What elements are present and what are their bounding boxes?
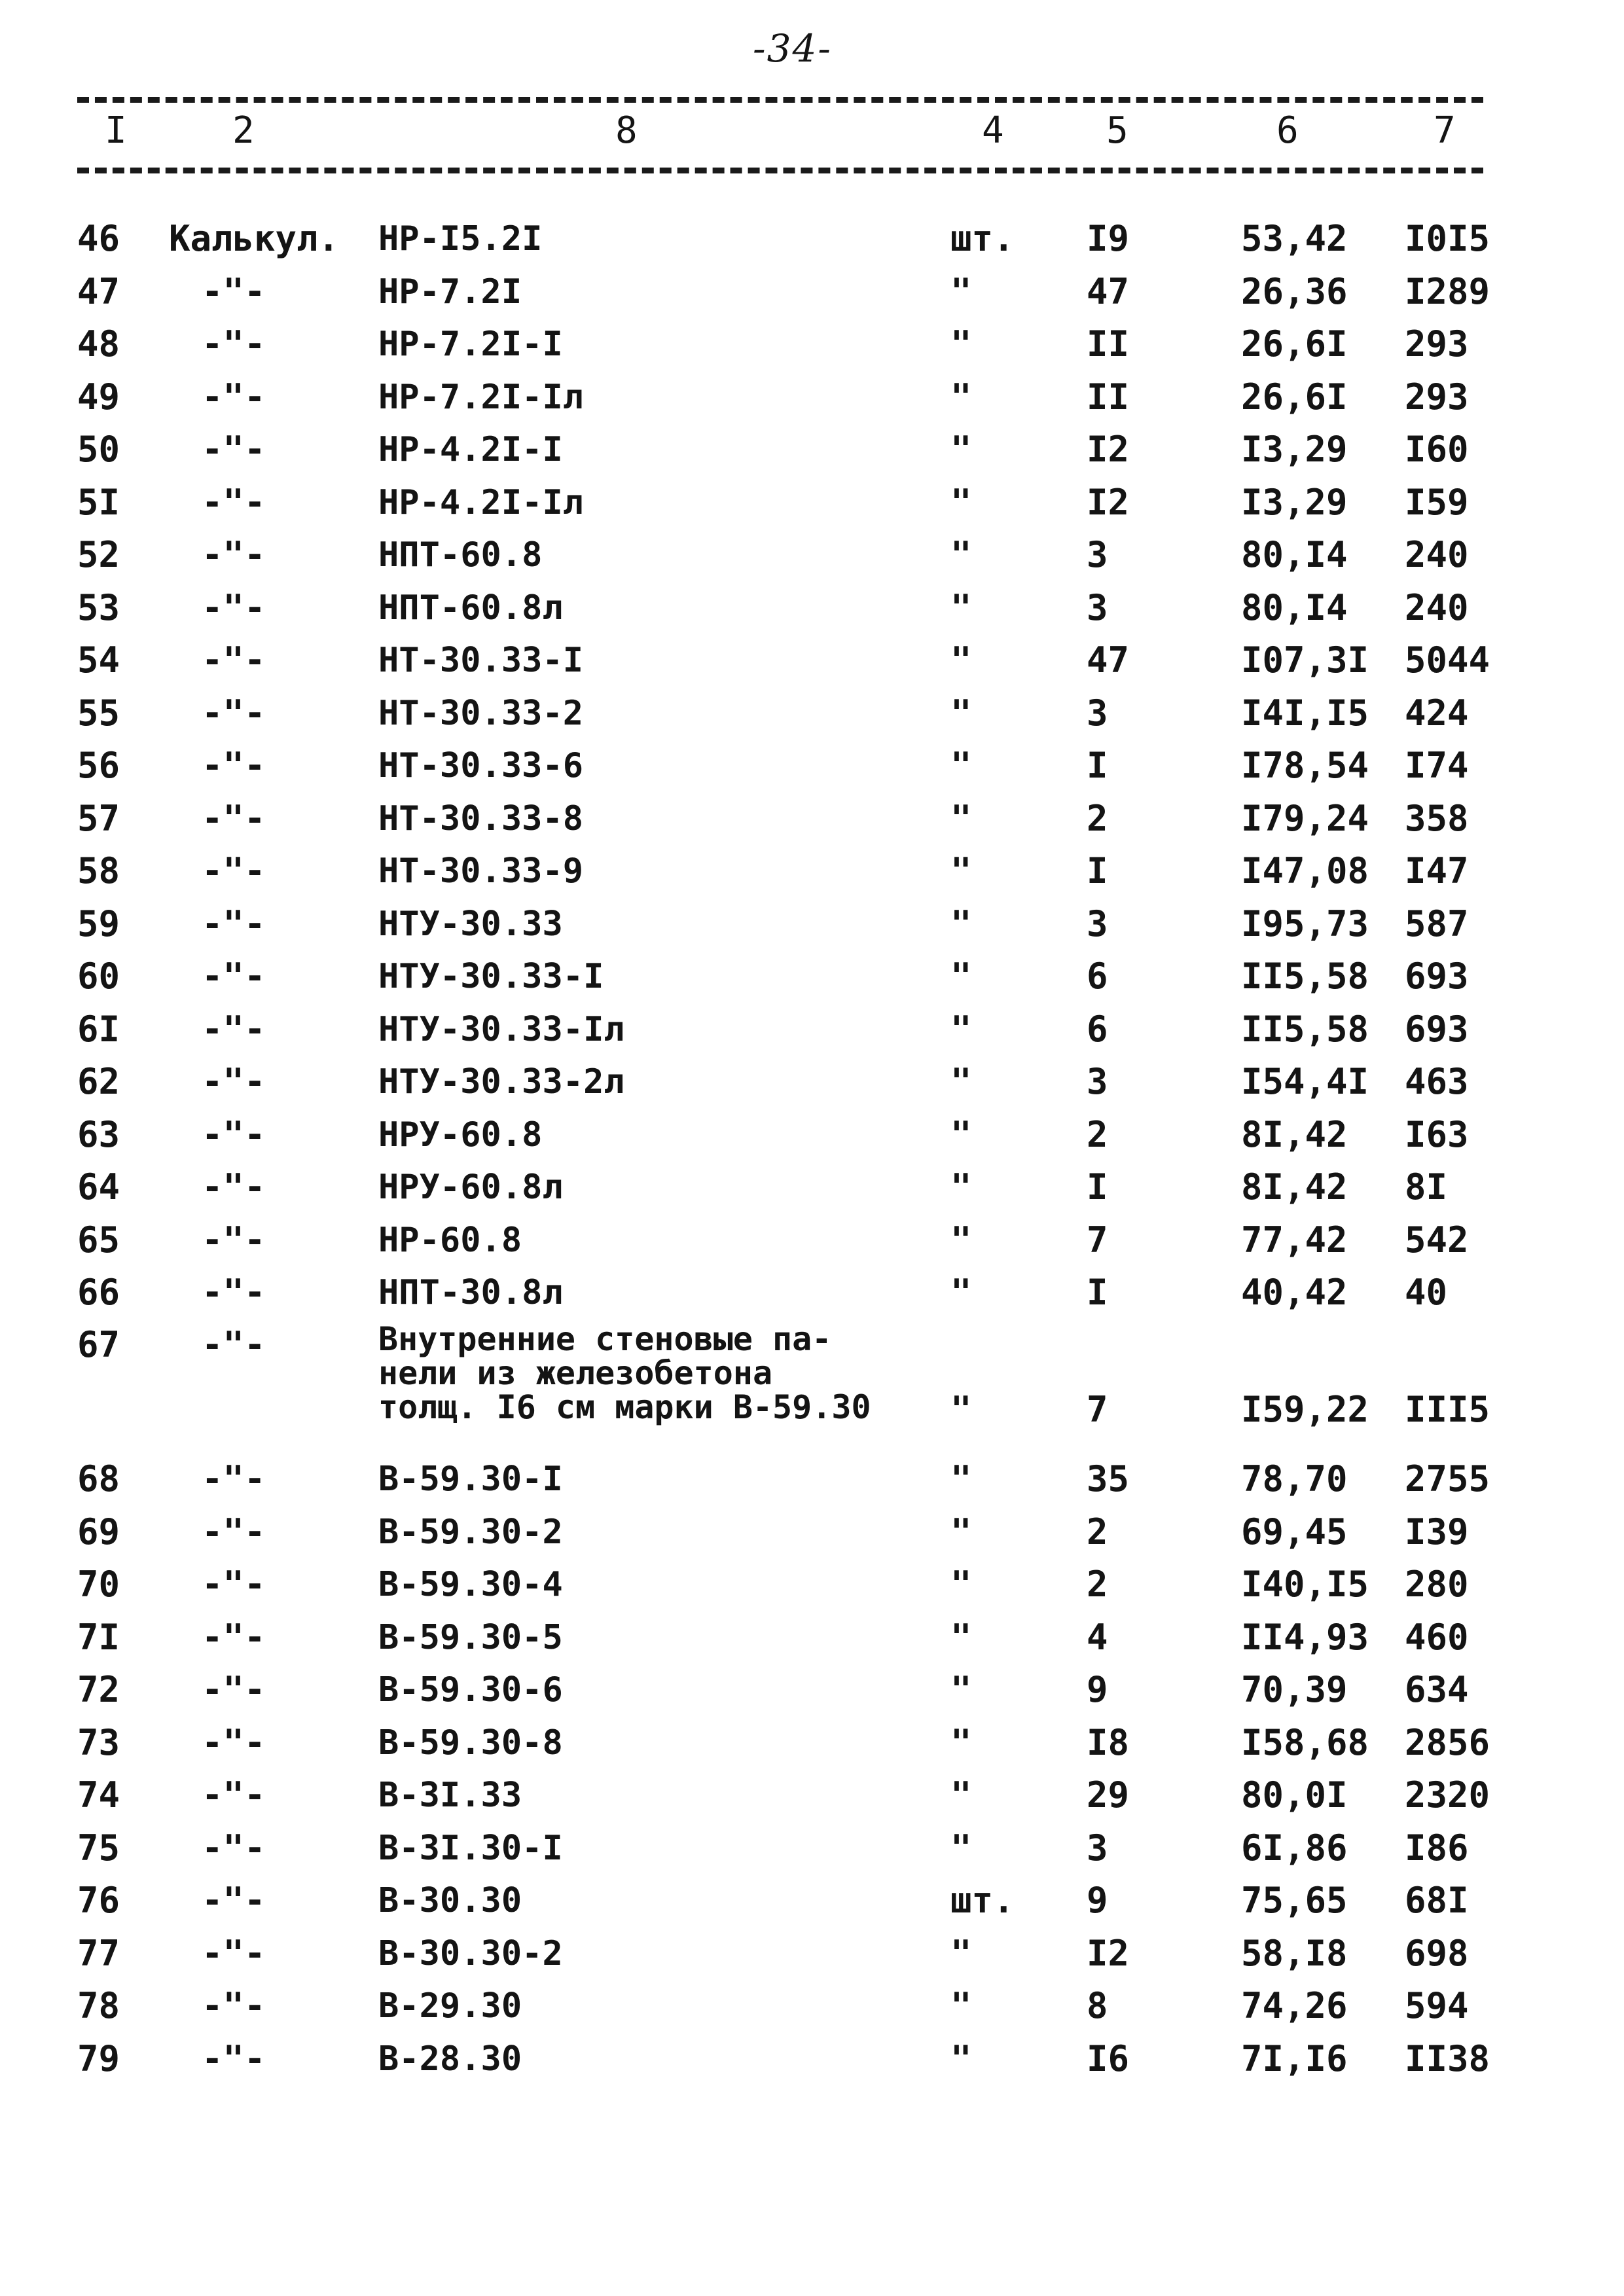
header-bottom-rule xyxy=(77,168,1483,173)
row-total: 587 xyxy=(1405,903,1469,944)
row-total: 280 xyxy=(1405,1564,1469,1605)
row-price: I79,24 xyxy=(1241,797,1369,839)
row-price: 77,42 xyxy=(1241,1219,1348,1261)
row-total: I63 xyxy=(1405,1113,1469,1155)
row-unit: " xyxy=(950,2037,972,2079)
row-number: 60 xyxy=(77,956,120,997)
row-source: -"- xyxy=(202,956,266,997)
row-total: I59 xyxy=(1405,481,1469,523)
row-mark: НПТ-60.8 xyxy=(378,535,543,575)
row-source: -"- xyxy=(202,1061,266,1102)
row-unit: " xyxy=(950,745,972,786)
row-total: I39 xyxy=(1405,1511,1469,1552)
row-qty: 9 xyxy=(1087,1880,1108,1921)
table-row xyxy=(0,585,1624,637)
row-total: 542 xyxy=(1405,1219,1469,1261)
row-unit: " xyxy=(950,850,972,891)
table-row xyxy=(0,1112,1624,1164)
row-number: 68 xyxy=(77,1458,120,1499)
table-row xyxy=(0,691,1624,743)
row-price: I3,29 xyxy=(1241,481,1348,523)
table-row xyxy=(0,480,1624,532)
row-mark: НРУ-60.8л xyxy=(378,1168,563,1207)
row-total: 2755 xyxy=(1405,1458,1490,1499)
row-mark: В-28.30 xyxy=(378,2039,522,2079)
row-unit: " xyxy=(950,1458,972,1499)
row-price: 70,39 xyxy=(1241,1669,1348,1710)
row-qty: 3 xyxy=(1087,1061,1108,1102)
row-total: 2856 xyxy=(1405,1721,1490,1763)
row-number: 46 xyxy=(77,218,120,259)
row-qty: 3 xyxy=(1087,586,1108,628)
row-mark: НР-7.2I-Iл xyxy=(378,377,584,417)
row-mark: НР-I5.2I xyxy=(378,219,543,259)
row-source: -"- xyxy=(202,586,266,628)
row-price: 26,6I xyxy=(1241,376,1348,418)
row-mark: НПТ-60.8л xyxy=(378,588,563,628)
row-qty: 9 xyxy=(1087,1669,1108,1710)
row-mark: В-59.30-8 xyxy=(378,1723,563,1763)
row-qty: I9 xyxy=(1087,218,1130,259)
row-price: 58,I8 xyxy=(1241,1932,1348,1974)
table-row xyxy=(0,637,1624,690)
table-row xyxy=(0,1720,1624,1772)
row-total: 460 xyxy=(1405,1616,1469,1658)
row-number: 79 xyxy=(77,2037,120,2079)
table-row xyxy=(0,216,1624,268)
row-source: -"- xyxy=(202,797,266,839)
row-total: I47 xyxy=(1405,850,1469,891)
row-unit: " xyxy=(950,323,972,365)
row-source: -"- xyxy=(202,903,266,944)
row-price: 80,0I xyxy=(1241,1774,1348,1816)
header-col-5: 5 xyxy=(1106,109,1128,152)
row-source: -"- xyxy=(202,1669,266,1710)
row-qty: 35 xyxy=(1087,1458,1130,1499)
row-mark: В-59.30-5 xyxy=(378,1617,563,1657)
table-row xyxy=(0,1164,1624,1217)
row-unit: " xyxy=(950,1219,972,1261)
row-mark: В-3I.30-I xyxy=(378,1828,563,1868)
table-row xyxy=(0,848,1624,901)
row-mark: НПТ-30.8л xyxy=(378,1273,563,1312)
row-price: 53,42 xyxy=(1241,218,1348,259)
row-total: 358 xyxy=(1405,797,1469,839)
row-source: -"- xyxy=(202,1272,266,1313)
table-row xyxy=(0,1825,1624,1878)
row-unit: " xyxy=(950,1985,972,2026)
row-price: 69,45 xyxy=(1241,1511,1348,1552)
row-number: 78 xyxy=(77,1985,120,2026)
row-source: -"- xyxy=(202,2037,266,2079)
row-qty: 8 xyxy=(1087,1985,1108,2026)
row-source: -"- xyxy=(202,534,266,575)
row-total: 463 xyxy=(1405,1061,1469,1102)
row-total: 634 xyxy=(1405,1669,1469,1710)
row-mark: НРУ-60.8 xyxy=(378,1115,543,1155)
row-price: I78,54 xyxy=(1241,745,1369,786)
row-mark: НР-4.2I-I xyxy=(378,430,563,469)
row-total: 424 xyxy=(1405,692,1469,734)
row-mark: НР-7.2I xyxy=(378,272,522,312)
row-price: 6I,86 xyxy=(1241,1827,1348,1869)
row-number: 62 xyxy=(77,1061,120,1102)
row-number: 48 xyxy=(77,323,120,365)
row-total: 693 xyxy=(1405,1008,1469,1050)
row-source: -"- xyxy=(202,1564,266,1605)
row-qty: I2 xyxy=(1087,481,1130,523)
row-unit: " xyxy=(950,1061,972,1102)
row-number: 47 xyxy=(77,270,120,312)
row-price: I54,4I xyxy=(1241,1061,1369,1102)
table-row xyxy=(0,1217,1624,1270)
row-number: 52 xyxy=(77,534,120,575)
table-row xyxy=(0,321,1624,374)
table-row xyxy=(0,1509,1624,1562)
row-qty: 3 xyxy=(1087,1827,1108,1869)
row-source: -"- xyxy=(202,270,266,312)
row-qty: 6 xyxy=(1087,956,1108,997)
row-qty: II xyxy=(1087,323,1130,365)
row-number: 6I xyxy=(77,1008,120,1050)
row-number: 72 xyxy=(77,1669,120,1710)
row-source: -"- xyxy=(202,1511,266,1552)
row-mark: НТУ-30.33-2л xyxy=(378,1062,624,1102)
row-number: 75 xyxy=(77,1827,120,1869)
row-source: -"- xyxy=(202,1166,266,1208)
row-source: -"- xyxy=(202,1008,266,1050)
row-qty: I2 xyxy=(1087,1932,1130,1974)
row-number: 70 xyxy=(77,1564,120,1605)
row-mark: НР-4.2I-Iл xyxy=(378,482,584,522)
row-total: III5 xyxy=(1405,1389,1490,1430)
row-unit: " xyxy=(950,797,972,839)
table-row xyxy=(0,1983,1624,2036)
row-price: 26,6I xyxy=(1241,323,1348,365)
row-number: 57 xyxy=(77,797,120,839)
row-source: -"- xyxy=(202,1113,266,1155)
table-row xyxy=(0,532,1624,584)
header-col-1: I xyxy=(105,109,127,152)
row-unit: " xyxy=(950,903,972,944)
row-source: -"- xyxy=(202,639,266,681)
row-source: -"- xyxy=(202,850,266,891)
row-unit: " xyxy=(950,956,972,997)
row-mark: В-59.30-4 xyxy=(378,1565,563,1604)
header-col-7: 7 xyxy=(1434,109,1456,152)
table-row xyxy=(0,374,1624,427)
row-unit: " xyxy=(950,1774,972,1816)
row-source: -"- xyxy=(202,1721,266,1763)
row-qty: I xyxy=(1087,745,1108,786)
row-mark: НТ-30.33-9 xyxy=(378,852,584,891)
row-unit: " xyxy=(950,1389,972,1430)
table-row xyxy=(0,269,1624,321)
row-price: I47,08 xyxy=(1241,850,1369,891)
table-header xyxy=(0,108,1624,154)
row-number: 7I xyxy=(77,1616,120,1658)
row-unit: " xyxy=(950,481,972,523)
row-mark: НР-7.2I-I xyxy=(378,325,563,364)
row-total: 698 xyxy=(1405,1932,1469,1974)
row-price: 7I,I6 xyxy=(1241,2037,1348,2079)
row-number: 49 xyxy=(77,376,120,418)
page-number: -34- xyxy=(753,26,832,71)
row-source: -"- xyxy=(202,692,266,734)
row-unit: " xyxy=(950,1721,972,1763)
table-row xyxy=(0,2036,1624,2089)
row-unit: " xyxy=(950,270,972,312)
row-source: -"- xyxy=(202,1616,266,1658)
row-source: -"- xyxy=(202,429,266,470)
row-unit: " xyxy=(950,1008,972,1050)
table-row xyxy=(0,796,1624,848)
row-mark-line-2: нели из железобетона xyxy=(378,1354,773,1392)
table-row xyxy=(0,1562,1624,1614)
row-number: 55 xyxy=(77,692,120,734)
row-number: 63 xyxy=(77,1113,120,1155)
row-mark: В-59.30-2 xyxy=(378,1512,563,1552)
table-row xyxy=(0,1615,1624,1667)
row-price: 8I,42 xyxy=(1241,1113,1348,1155)
row-total: 594 xyxy=(1405,1985,1469,2026)
row-source: -"- xyxy=(202,1932,266,1974)
row-qty: I xyxy=(1087,850,1108,891)
row-total: 693 xyxy=(1405,956,1469,997)
row-total: 68I xyxy=(1405,1880,1469,1921)
row-price: II5,58 xyxy=(1241,956,1369,997)
header-col-2: 2 xyxy=(232,109,255,152)
row-qty: 29 xyxy=(1087,1774,1130,1816)
row-unit: " xyxy=(950,534,972,575)
row-number: 64 xyxy=(77,1166,120,1208)
row-source: -"- xyxy=(202,481,266,523)
row-unit: " xyxy=(950,586,972,628)
row-mark: НТ-30.33-I xyxy=(378,641,584,680)
row-mark: НТ-30.33-2 xyxy=(378,693,584,733)
row-mark: НТУ-30.33-Iл xyxy=(378,1009,624,1049)
row-mark-line-3: толщ. I6 см марки В-59.30 xyxy=(378,1388,871,1426)
row-unit: " xyxy=(950,1932,972,1974)
row-qty: 47 xyxy=(1087,639,1130,681)
row-mark: В-59.30-I xyxy=(378,1460,563,1499)
row-qty: 6 xyxy=(1087,1008,1108,1050)
row-number: 54 xyxy=(77,639,120,681)
row-unit: шт. xyxy=(950,218,1015,259)
row-unit: " xyxy=(950,429,972,470)
row-source: -"- xyxy=(202,1324,266,1365)
row-qty: I6 xyxy=(1087,2037,1130,2079)
header-col-3: 8 xyxy=(615,109,638,152)
row-number: 56 xyxy=(77,745,120,786)
row-number: 50 xyxy=(77,429,120,470)
row-total: 240 xyxy=(1405,586,1469,628)
row-total: II38 xyxy=(1405,2037,1490,2079)
row-number: 73 xyxy=(77,1721,120,1763)
table-row xyxy=(0,901,1624,954)
table-row xyxy=(0,1059,1624,1111)
row-price: I4I,I5 xyxy=(1241,692,1369,734)
row-price: 80,I4 xyxy=(1241,586,1348,628)
row-qty: 2 xyxy=(1087,797,1108,839)
row-qty: 3 xyxy=(1087,692,1108,734)
row-qty: 2 xyxy=(1087,1511,1108,1552)
row-price: 8I,42 xyxy=(1241,1166,1348,1208)
row-total: 2320 xyxy=(1405,1774,1490,1816)
row-price: I59,22 xyxy=(1241,1389,1369,1430)
row-number: 69 xyxy=(77,1511,120,1552)
row-mark: НТ-30.33-6 xyxy=(378,746,584,785)
row-unit: " xyxy=(950,639,972,681)
row-mark: В-30.30 xyxy=(378,1881,522,1920)
row-price: 40,42 xyxy=(1241,1272,1348,1313)
row-unit: " xyxy=(950,1827,972,1869)
row-mark: НР-60.8 xyxy=(378,1220,522,1260)
row-mark: НТ-30.33-8 xyxy=(378,798,584,838)
row-unit: " xyxy=(950,1272,972,1313)
row-unit: " xyxy=(950,1166,972,1208)
row-price: 74,26 xyxy=(1241,1985,1348,2026)
row-source: -"- xyxy=(202,745,266,786)
row-qty: 2 xyxy=(1087,1564,1108,1605)
row-price: I95,73 xyxy=(1241,903,1369,944)
row-source: -"- xyxy=(202,1458,266,1499)
table-row xyxy=(0,1667,1624,1719)
row-qty: 2 xyxy=(1087,1113,1108,1155)
row-number: 59 xyxy=(77,903,120,944)
row-total: 8I xyxy=(1405,1166,1448,1208)
header-top-rule xyxy=(77,97,1483,103)
header-col-4: 4 xyxy=(982,109,1004,152)
row-qty: 47 xyxy=(1087,270,1130,312)
row-mark-line-1: Внутренние стеновые па- xyxy=(378,1320,832,1358)
row-total: 293 xyxy=(1405,376,1469,418)
row-total: 240 xyxy=(1405,534,1469,575)
row-unit: " xyxy=(950,376,972,418)
table-row xyxy=(0,1456,1624,1509)
row-source: -"- xyxy=(202,376,266,418)
row-source: -"- xyxy=(202,1774,266,1816)
row-source: -"- xyxy=(202,1219,266,1261)
row-unit: " xyxy=(950,1511,972,1552)
table-row xyxy=(0,427,1624,479)
row-mark: В-30.30-2 xyxy=(378,1933,563,1973)
row-qty: I xyxy=(1087,1272,1108,1313)
row-source: -"- xyxy=(202,323,266,365)
row-qty: 7 xyxy=(1087,1219,1108,1261)
row-qty: 3 xyxy=(1087,534,1108,575)
row-number: 67 xyxy=(77,1324,120,1365)
row-price: 80,I4 xyxy=(1241,534,1348,575)
row-price: I58,68 xyxy=(1241,1721,1369,1763)
row-mark: НТУ-30.33 xyxy=(378,904,563,944)
row-mark: В-29.30 xyxy=(378,1986,522,2026)
row-qty: II xyxy=(1087,376,1130,418)
row-total: I86 xyxy=(1405,1827,1469,1869)
row-mark: В-3I.33 xyxy=(378,1776,522,1815)
row-qty: 7 xyxy=(1087,1389,1108,1430)
row-price: I40,I5 xyxy=(1241,1564,1369,1605)
row-number: 66 xyxy=(77,1272,120,1313)
row-price: 75,65 xyxy=(1241,1880,1348,1921)
row-source: -"- xyxy=(202,1827,266,1869)
row-total: I60 xyxy=(1405,429,1469,470)
row-price: II4,93 xyxy=(1241,1616,1369,1658)
row-unit: шт. xyxy=(950,1880,1015,1921)
header-col-6: 6 xyxy=(1276,109,1299,152)
row-qty: 4 xyxy=(1087,1616,1108,1658)
table-row xyxy=(0,1270,1624,1322)
table-row xyxy=(0,743,1624,795)
row-source: -"- xyxy=(202,1880,266,1921)
row-price: 26,36 xyxy=(1241,270,1348,312)
row-qty: I2 xyxy=(1087,429,1130,470)
row-qty: I8 xyxy=(1087,1721,1130,1763)
row-total: I74 xyxy=(1405,745,1469,786)
row-qty: 3 xyxy=(1087,903,1108,944)
row-total: 40 xyxy=(1405,1272,1448,1313)
row-mark: В-59.30-6 xyxy=(378,1670,563,1710)
row-unit: " xyxy=(950,1669,972,1710)
row-price: 78,70 xyxy=(1241,1458,1348,1499)
row-total: 5044 xyxy=(1405,639,1490,681)
table-row xyxy=(0,1320,1624,1430)
row-number: 74 xyxy=(77,1774,120,1816)
row-number: 5I xyxy=(77,481,120,523)
row-total: I289 xyxy=(1405,270,1490,312)
row-number: 53 xyxy=(77,586,120,628)
row-unit: " xyxy=(950,692,972,734)
row-number: 65 xyxy=(77,1219,120,1261)
table-row xyxy=(0,1772,1624,1825)
row-price: I07,3I xyxy=(1241,639,1369,681)
row-number: 58 xyxy=(77,850,120,891)
table-row xyxy=(0,1007,1624,1059)
row-source: Калькул. xyxy=(169,218,340,259)
row-price: I3,29 xyxy=(1241,429,1348,470)
row-total: 293 xyxy=(1405,323,1469,365)
row-qty: I xyxy=(1087,1166,1108,1208)
row-number: 76 xyxy=(77,1880,120,1921)
table-row xyxy=(0,1878,1624,1930)
row-mark: НТУ-30.33-I xyxy=(378,957,604,996)
row-unit: " xyxy=(950,1113,972,1155)
row-total: I0I5 xyxy=(1405,218,1490,259)
row-source: -"- xyxy=(202,1985,266,2026)
table-row xyxy=(0,954,1624,1006)
table-row xyxy=(0,1931,1624,1983)
row-unit: " xyxy=(950,1616,972,1658)
row-number: 77 xyxy=(77,1932,120,1974)
row-unit: " xyxy=(950,1564,972,1605)
row-price: II5,58 xyxy=(1241,1008,1369,1050)
